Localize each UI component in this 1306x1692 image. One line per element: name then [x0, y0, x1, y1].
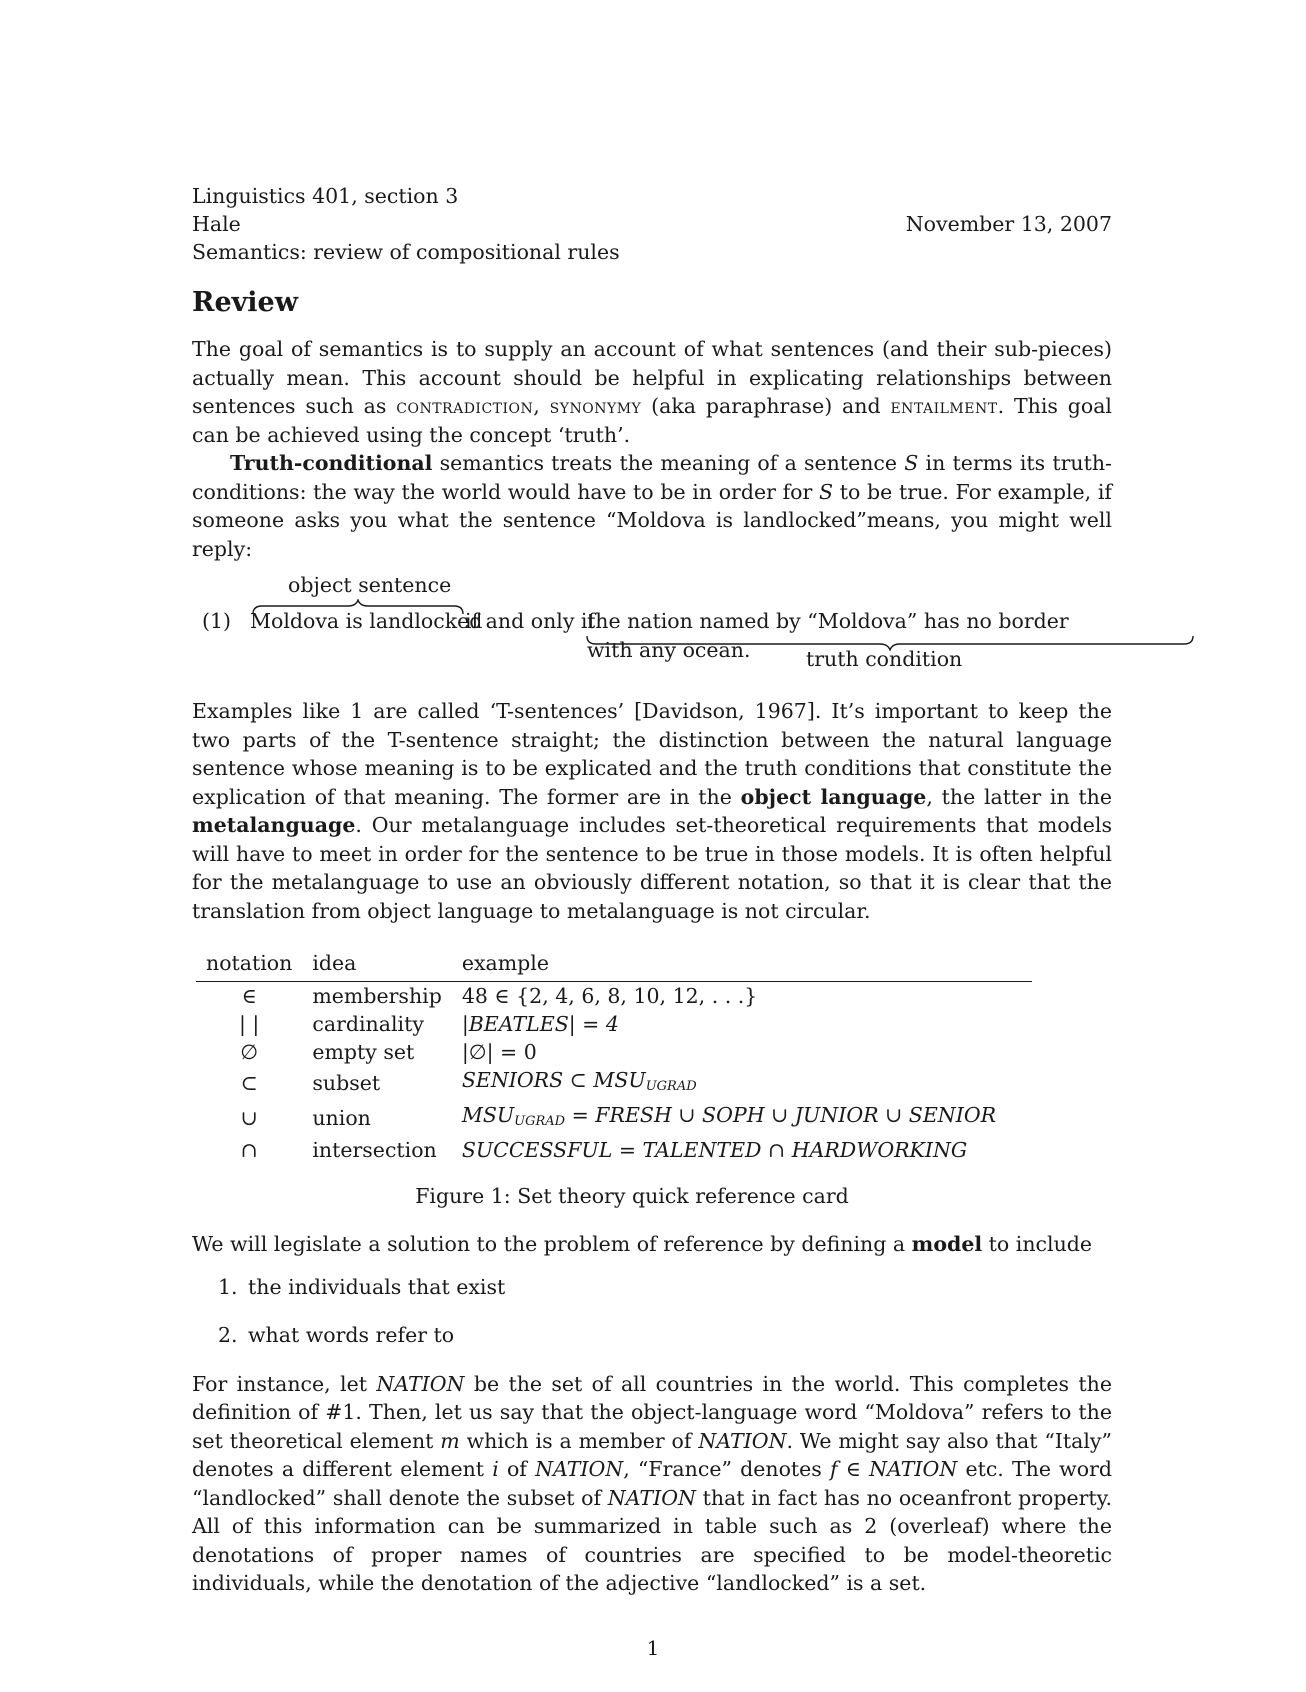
paragraph-goal: The goal of semantics is to supply an account of what sentences (and their sub-pieces) actually mean. This account should be helpful in explicating relationships between sentences such as contradiction, synonymy (aka paraphrase) and entailment. This goal can be achieved using the concept ‘truth’.	[192, 337, 1112, 447]
document-header	[192, 182, 1112, 266]
notation-cell: ∩	[240, 1137, 258, 1162]
paragraph-model: We will legislate a solution to the problem of reference by defining a model to include	[192, 1232, 1093, 1256]
brace-label-object: object sentence	[288, 573, 452, 597]
date-line: November 13, 2007	[905, 212, 1112, 236]
example-cell: |BEATLES| = 4	[461, 1011, 619, 1036]
course-line: Linguistics 401, section 3	[192, 184, 459, 208]
topic-line: Semantics: review of compositional rules	[192, 240, 620, 264]
example-1	[192, 571, 1112, 681]
column-header: notation	[196, 949, 302, 981]
idea-cell: intersection	[312, 1137, 437, 1162]
page-number: 1	[646, 1636, 660, 1660]
column-header: idea	[302, 949, 451, 981]
notation-cell: ⊂	[240, 1071, 258, 1095]
paragraph-t-sentences: Examples like 1 are called ‘T-sentences’ [Davidson, 1967]. It’s important to keep the two parts of the T-sentence straight; the distinction between the natural language sentence whose meaning is to be explicated and the truth conditions that constitute the explication of that meaning. The former are in the object language, the latter in the metalanguage. Our metalanguage includes set-theoretical requirements that models will have to meet in order for the sentence to be true in those models. It is often helpful for the metalanguage to use an obviously different notation, so that it is clear that the translation from object language to metalanguage is not circular.	[192, 699, 1112, 923]
notation-cell: ∈	[241, 983, 257, 1008]
idea-cell: membership	[312, 983, 442, 1008]
set-theory-table	[196, 949, 1032, 1164]
table-row	[196, 1010, 1032, 1038]
list-item: 1. the individuals that exist	[218, 1274, 506, 1299]
example-cell: SENIORS ⊂ $MSU_{UGRAD}$	[461, 1067, 697, 1094]
notation-cell: ∅	[240, 1039, 259, 1064]
brace-label-truth: truth condition	[806, 647, 963, 671]
paragraph-truth-conditional: Truth-conditional semantics treats the meaning of a sentence S in terms its truth-conditions: the way the world would have to be in order for S to be true. For example, if someone asks you what the sentence “Moldova is landlocked”means, you might well reply:	[192, 451, 1112, 561]
document-page	[192, 182, 1112, 1598]
table-row	[196, 981, 1032, 1010]
idea-cell: empty set	[312, 1039, 415, 1064]
section-title: Review	[192, 287, 298, 318]
paragraph-instance: For instance, let NATION be the set of all countries in the world. This completes the definition of #1. Then, let us say that the object-language word “Moldova” refers to the set theoretical element m which is a member of NATION. We might say also that “Italy” denotes a different element i of NATION, “France” denotes f ∈ NATION etc. The word “landlocked” shall denote the subset of NATION that in fact has no oceanfront property. All of this information can be summarized in table such as 2 (overleaf) where the denotations of proper names of countries are specified to be model-theoretic individuals, while the denotation of the adjective “landlocked” is a set.	[192, 1371, 1113, 1595]
column-header: example	[452, 949, 1032, 981]
example-cell: $MSU_{UGRAD}$ = FRESH ∪ SOPH ∪ JUNIOR ∪ SENIOR	[461, 1102, 997, 1129]
model-list	[192, 1273, 1112, 1350]
example-cell: SUCCESSFUL = TALENTED ∩ HARDWORKING	[461, 1137, 968, 1162]
example-cell: 48 ∈ {2, 4, 6, 8, 10, 12, . . .}	[461, 983, 758, 1008]
notation-cell: ∪	[240, 1106, 258, 1130]
figure-caption: Figure 1: Set theory quick reference card	[415, 1183, 849, 1208]
list-item: 2. what words refer to	[218, 1323, 455, 1347]
table-row	[196, 1038, 1032, 1066]
idea-cell: union	[312, 1106, 371, 1130]
table-row	[196, 1066, 1032, 1101]
table-row	[196, 1101, 1032, 1136]
example-number: (1)	[202, 609, 232, 633]
notation-cell: | |	[239, 1011, 260, 1036]
example-truth-condition: the nation named by “Moldova” has no border with any ocean.	[587, 609, 1069, 662]
example-connective: if and only if	[465, 609, 596, 633]
table-header-row	[196, 949, 1032, 981]
idea-cell: subset	[312, 1071, 381, 1095]
table-row	[196, 1136, 1032, 1164]
instructor-line: Hale	[192, 212, 241, 236]
example-object-sentence: Moldova is landlocked	[250, 609, 483, 633]
example-cell: |∅| = 0	[461, 1039, 537, 1064]
idea-cell: cardinality	[312, 1011, 424, 1036]
